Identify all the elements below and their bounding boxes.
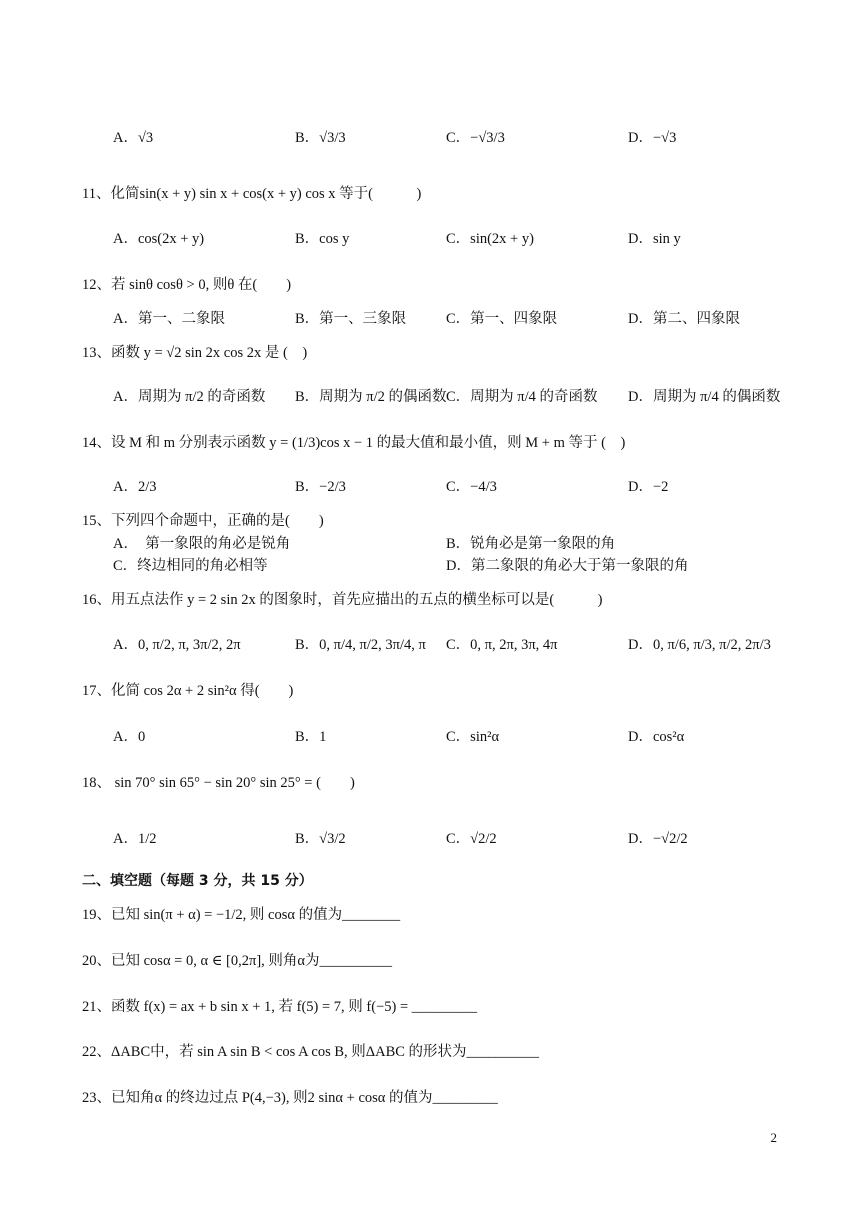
q14-option-b: B．−2/3 <box>295 479 346 495</box>
q10-option-b: B．√3/3 <box>295 130 346 146</box>
q11-option-a: A．cos(2x + y) <box>113 231 205 247</box>
q16-option-b: B．0, π/4, π/2, 3π/4, π <box>295 637 426 653</box>
section-heading-fill-in: 二、填空题（每题 3 分，共 15 分） <box>82 873 313 889</box>
q13-option-a: A．周期为 π/2 的奇函数 <box>113 389 266 405</box>
q11-option-b: B．cos y <box>295 231 350 247</box>
q23-stem: 23、已知角α 的终边过点 P(4,−3), 则2 sinα + cosα 的值为_________ <box>82 1090 498 1106</box>
q15-option-d: D．第二象限的角必大于第一象限的角 <box>446 558 689 574</box>
q14-option-d: D．−2 <box>628 479 669 495</box>
q21-stem: 21、函数 f(x) = ax + b sin x + 1, 若 f(5) = 7, 则 f(−5) = _________ <box>82 999 478 1015</box>
q16-stem: 16、用五点法作 y = 2 sin 2x 的图象时，首先应描出的五点的横坐标可以是( ) <box>82 592 603 608</box>
q17-stem: 17、化简 cos 2α + 2 sin²α 得( ) <box>82 683 294 699</box>
q15-option-a: A． 第一象限的角必是锐角 <box>113 536 291 552</box>
q18-option-d: D．−√2/2 <box>628 831 688 847</box>
q13-option-d: D．周期为 π/4 的偶函数 <box>628 389 781 405</box>
q13-option-b: B．周期为 π/2 的偶函数 <box>295 389 447 405</box>
q15-option-b: B．锐角必是第一象限的角 <box>446 536 616 552</box>
q20-stem: 20、已知 cosα = 0, α ∈ [0,2π], 则角α为__________ <box>82 953 393 969</box>
q18-stem: 18、 sin 70° sin 65° − sin 20° sin 25° = ( ) <box>82 775 355 791</box>
q18-option-c: C．√2/2 <box>446 831 497 847</box>
q18-option-b: B．√3/2 <box>295 831 346 847</box>
q15-stem: 15、下列四个命题中，正确的是( ) <box>82 513 324 529</box>
q16-option-c: C．0, π, 2π, 3π, 4π <box>446 637 558 653</box>
q12-option-d: D．第二、四象限 <box>628 311 740 327</box>
q16-option-a: A．0, π/2, π, 3π/2, 2π <box>113 637 241 653</box>
q14-stem: 14、设 M 和 m 分别表示函数 y = (1/3)cos x − 1 的最大值和最小值，则 M + m 等于 ( ) <box>82 435 626 451</box>
q16-option-d: D．0, π/6, π/3, π/2, 2π/3 <box>628 637 771 653</box>
q17-option-d: D．cos²α <box>628 729 685 745</box>
q10-option-a: A．√3 <box>113 130 154 146</box>
q11-option-c: C．sin(2x + y) <box>446 231 534 247</box>
q10-option-d: D．−√3 <box>628 130 677 146</box>
q12-option-c: C．第一、四象限 <box>446 311 558 327</box>
q13-option-c: C．周期为 π/4 的奇函数 <box>446 389 598 405</box>
q22-stem: 22、ΔABC中，若 sin A sin B < cos A cos B, 则ΔABC 的形状为__________ <box>82 1044 540 1060</box>
q19-stem: 19、已知 sin(π + α) = −1/2, 则 cosα 的值为________ <box>82 907 401 923</box>
page-number: 2 <box>770 1130 777 1145</box>
q13-stem: 13、函数 y = √2 sin 2x cos 2x 是 ( ) <box>82 345 308 361</box>
q11-option-d: D．sin y <box>628 231 681 247</box>
q12-option-a: A．第一、二象限 <box>113 311 225 327</box>
q12-option-b: B．第一、三象限 <box>295 311 407 327</box>
q15-option-c: C．终边相同的角必相等 <box>113 558 268 574</box>
q17-option-b: B．1 <box>295 729 327 745</box>
q17-option-c: C．sin²α <box>446 729 500 745</box>
q14-option-a: A．2/3 <box>113 479 157 495</box>
q18-option-a: A．1/2 <box>113 831 157 847</box>
q11-stem: 11、化简sin(x + y) sin x + cos(x + y) cos x 等于( ) <box>82 186 422 202</box>
q10-option-c: C．−√3/3 <box>446 130 505 146</box>
q17-option-a: A．0 <box>113 729 146 745</box>
q14-option-c: C．−4/3 <box>446 479 497 495</box>
q12-stem: 12、若 sinθ cosθ > 0, 则θ 在( ) <box>82 277 292 293</box>
